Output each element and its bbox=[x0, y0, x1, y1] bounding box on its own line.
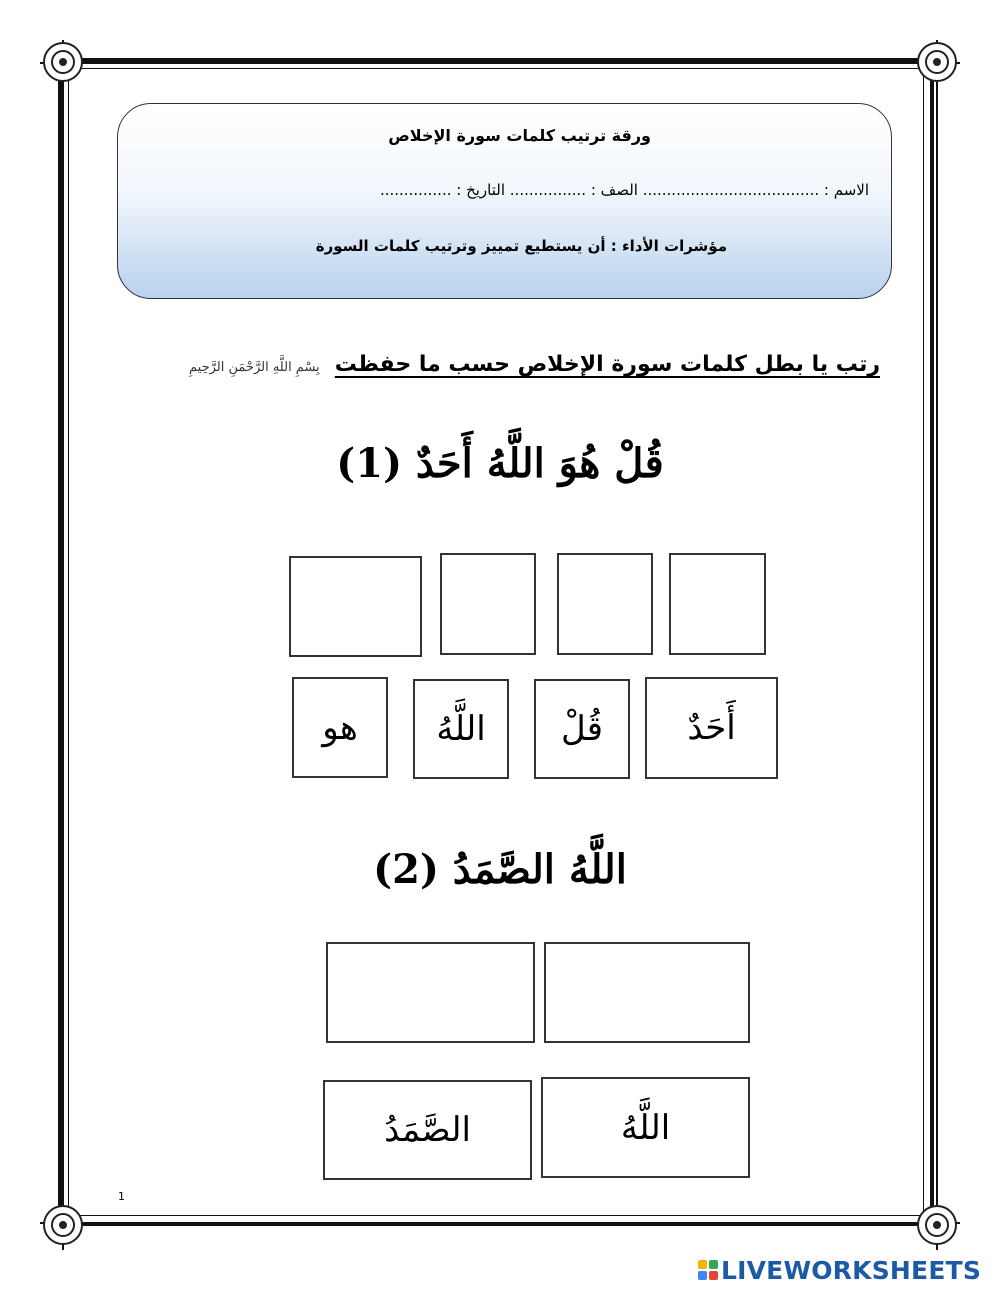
page-number: 1 bbox=[118, 1190, 125, 1203]
word-card-allah[interactable]: اللَّهُ bbox=[413, 679, 509, 779]
liveworksheets-wordmark: LIVEWORKSHEETS bbox=[721, 1255, 982, 1285]
liveworksheets-logo-icon bbox=[698, 1260, 718, 1280]
word-card-huwa[interactable]: هو bbox=[292, 677, 388, 778]
border-line-top bbox=[40, 62, 960, 64]
instruction-text: رتب يا بطل كلمات سورة الإخلاص حسب ما حفظت bbox=[334, 352, 880, 377]
corner-ornament-bottom-right bbox=[917, 1205, 957, 1245]
border-line-right bbox=[936, 40, 938, 1250]
verse-2-text: اللَّهُ الصَّمَدُ (2) bbox=[373, 846, 627, 893]
performance-indicators: مؤشرات الأداء : أن يستطيع تمييز وترتيب كلمات السورة bbox=[315, 237, 727, 255]
student-info-line: الاسم : ..................................... الصف : ................ التاريخ : ............... bbox=[379, 181, 869, 199]
liveworksheets-brand bbox=[698, 1256, 981, 1284]
answer-slot-1-2[interactable] bbox=[557, 553, 653, 655]
worksheet-title: ورقة ترتيب كلمات سورة الإخلاص bbox=[388, 126, 651, 145]
answer-slot-1-1[interactable] bbox=[669, 553, 766, 655]
word-card-allah-2[interactable]: اللَّهُ bbox=[541, 1077, 750, 1178]
logo-square-green bbox=[709, 1260, 718, 1269]
corner-ornament-bottom-left bbox=[43, 1205, 83, 1245]
border-line-left bbox=[62, 40, 64, 1250]
answer-slot-2-1[interactable] bbox=[544, 942, 750, 1043]
answer-slot-2-2[interactable] bbox=[326, 942, 535, 1043]
basmala-text: بِسْمِ اللَّهِ الرَّحْمَنِ الرَّحِيمِ bbox=[189, 360, 320, 375]
logo-square-yellow bbox=[698, 1260, 707, 1269]
instruction-line bbox=[189, 352, 880, 377]
word-card-ahad[interactable]: أَحَدٌ bbox=[645, 677, 778, 779]
border-line-bottom bbox=[40, 1222, 960, 1224]
corner-ornament-top-left bbox=[43, 42, 83, 82]
answer-slot-1-4[interactable] bbox=[289, 556, 422, 657]
word-card-qul[interactable]: قُلْ bbox=[534, 679, 630, 779]
corner-ornament-top-right bbox=[917, 42, 957, 82]
logo-square-blue bbox=[698, 1271, 707, 1280]
word-card-alsamad[interactable]: الصَّمَدُ bbox=[323, 1080, 532, 1180]
logo-square-red bbox=[709, 1271, 718, 1280]
verse-1-text: قُلْ هُوَ اللَّهُ أَحَدٌ (1) bbox=[336, 440, 664, 487]
header-box bbox=[117, 103, 892, 299]
answer-slot-1-3[interactable] bbox=[440, 553, 536, 655]
